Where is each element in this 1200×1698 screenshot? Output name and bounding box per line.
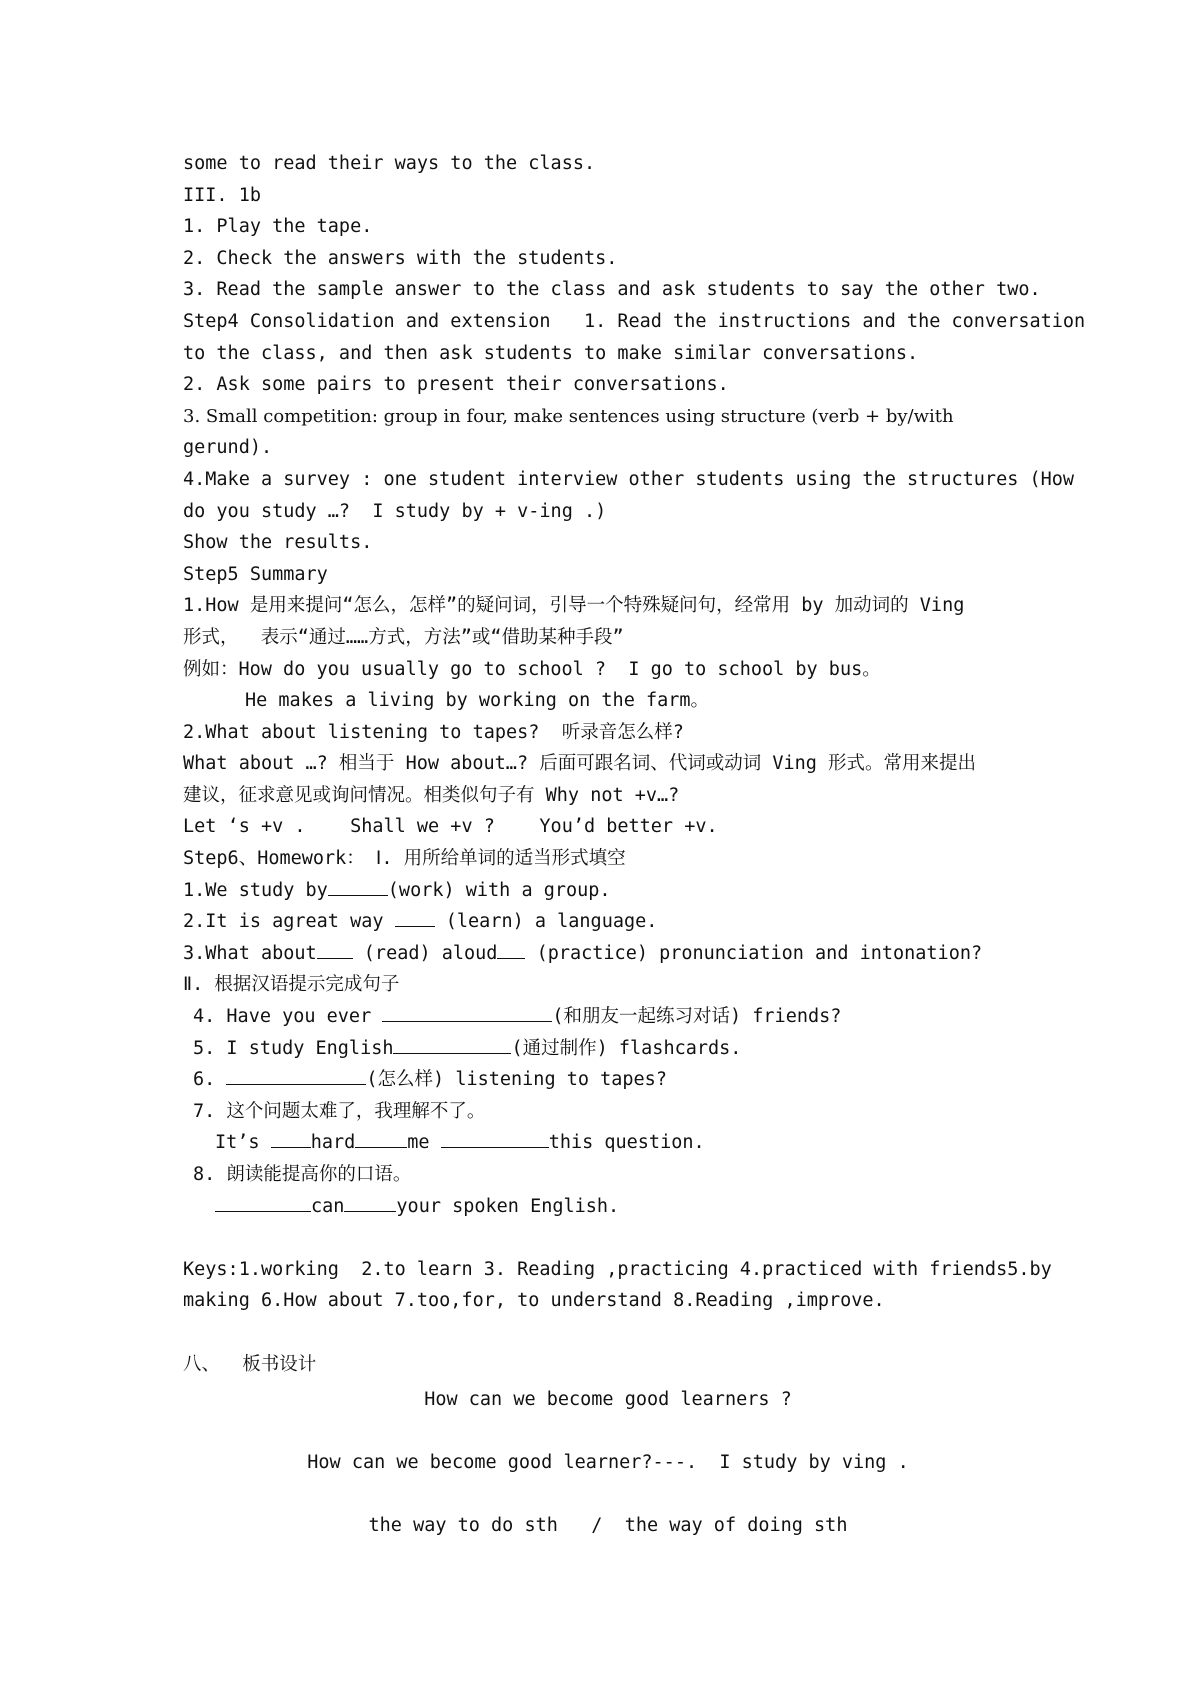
text-line: 例如：How do you usually go to school ? I go to school by bus。: [183, 658, 881, 680]
answer-blank: [344, 1193, 396, 1212]
text-line: Step5 Summary: [183, 563, 328, 585]
text-line: What about …? 相当于 How about…? 后面可跟名词、代词或动词 Ving 形式。常用来提出: [183, 753, 977, 775]
spacer: [183, 1222, 1033, 1254]
text-line: 建议，征求意见或询问情况。相类似句子有 Why not +v…?: [183, 784, 680, 806]
board-design-heading: 八、 板书设计: [183, 1353, 317, 1375]
board-title: How can we become good learners ?: [424, 1389, 792, 1410]
text-line: 1.How 是用来提问“怎么，怎样”的疑问词，引导一个特殊疑问句，经常用 by 加动词的 Ving: [183, 595, 965, 617]
answer-blank: [441, 1129, 549, 1148]
text-line: 3. Small competition: group in four, make sentences using structure (verb + by/with: [183, 405, 954, 427]
board-line-2: the way to do sth / the way of doing sth: [368, 1515, 848, 1536]
section-2-heading: Ⅱ. 根据汉语提示完成句子: [183, 974, 400, 996]
answer-blank: [317, 940, 353, 959]
exercise-7-answer: It’s hard me this question.: [183, 1127, 1033, 1159]
answer-blank: [226, 1066, 366, 1085]
answer-blank: [395, 908, 435, 927]
exercise-1: 1.We study by (work) with a group.: [183, 875, 1033, 907]
answer-blank: [497, 940, 525, 959]
answer-blank: [328, 877, 388, 896]
answer-blank: [382, 1003, 552, 1022]
exercise-8: 8. 朗读能提高你的口语。: [193, 1164, 412, 1185]
text-line: 2.What about listening to tapes? 听录音怎么样?: [183, 721, 684, 743]
text-line: 2. Ask some pairs to present their conversations.: [183, 374, 729, 396]
text-line: 1. Play the tape.: [183, 216, 373, 238]
text-line: 3. Read the sample answer to the class and ask students to say the other two.: [183, 279, 1041, 301]
text-line: Show the results.: [183, 532, 373, 554]
text-line: 形式， 表示“通过……方式，方法”或“借助某种手段”: [183, 626, 624, 648]
answer-keys: making 6.How about 7.too,for, to understand 8.Reading ,improve.: [183, 1290, 885, 1312]
answer-blank: [355, 1129, 407, 1148]
board-line-1: How can we become good learner?---. I study by ving .: [307, 1452, 909, 1473]
text-line: Step4 Consolidation and extension 1. Read the instructions and the conversation: [183, 310, 1086, 332]
text-line: He makes a living by working on the farm。: [245, 690, 710, 712]
text-line: to the class, and then ask students to make similar conversations.: [183, 342, 919, 364]
text-line: Let ‘s +v . Shall we +v ? You’d better +v.: [183, 816, 718, 838]
lesson-content: [183, 148, 1086, 1380]
exercise-4: 4. Have you ever (和朋友一起练习对话) friends?: [183, 1001, 1033, 1033]
text-line: 2. Check the answers with the students.: [183, 247, 618, 269]
exercise-7: 7. 这个问题太难了，我理解不了。: [193, 1100, 486, 1122]
exercise-2: 2.It is agreat way (learn) a language.: [183, 906, 1033, 938]
text-line: III. 1b: [183, 184, 261, 206]
answer-blank: [271, 1129, 311, 1148]
answer-keys: Keys:1.working 2.to learn 3. Reading ,practicing 4.practiced with friends5.by: [183, 1258, 1052, 1280]
text-line: 4.Make a survey : one student interview other students using the structures (How: [183, 468, 1075, 490]
text-line: do you study …? I study by + v-ing .): [183, 500, 607, 522]
text-line: gerund).: [183, 437, 273, 459]
exercise-5: 5. I study English (通过制作) flashcards.: [183, 1033, 1033, 1065]
exercise-6: 6. (怎么样) listening to tapes?: [183, 1064, 1033, 1096]
answer-blank: [215, 1193, 311, 1212]
answer-blank: [393, 1035, 511, 1054]
text-line: Step6、Homework： Ⅰ. 用所给单词的适当形式填空: [183, 848, 626, 870]
text-line: some to read their ways to the class.: [183, 153, 596, 174]
exercise-8-answer: can your spoken English.: [183, 1191, 1033, 1223]
spacer: [183, 1317, 1033, 1349]
exercise-3: 3.What about (read) aloud (practice) pronunciation and intonation?: [183, 938, 1033, 970]
